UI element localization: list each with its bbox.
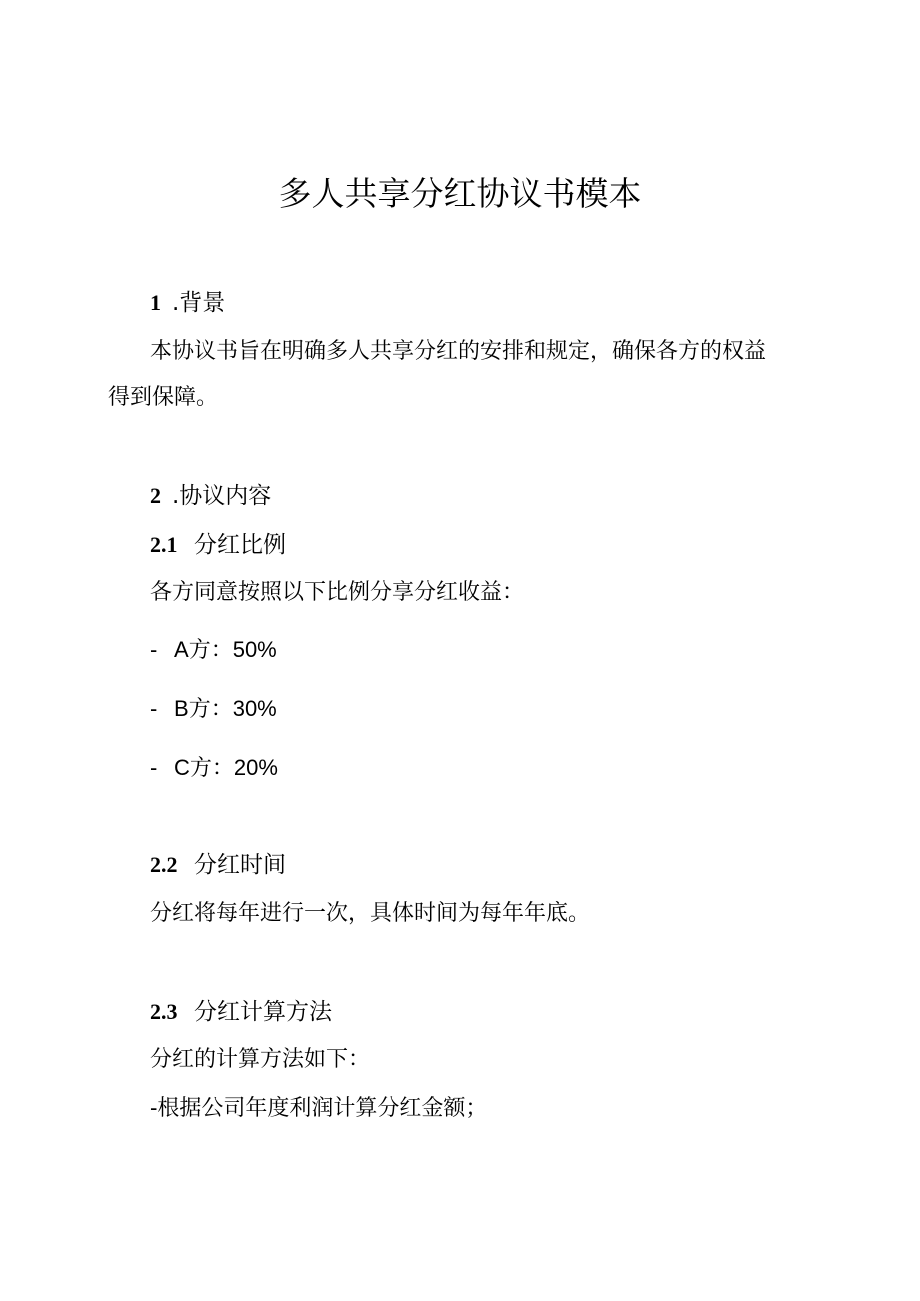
section-2-3-paragraph: 分红的计算方法如下： — [150, 1047, 371, 1072]
party-letter: C — [174, 755, 190, 780]
party-suffix: 方： — [188, 638, 233, 663]
ratio-item-a — [150, 634, 277, 667]
party-suffix: 方： — [189, 756, 234, 781]
ratio-item-c — [150, 752, 278, 785]
section-2-title: .协议内容 — [172, 483, 272, 509]
party-suffix: 方： — [188, 697, 233, 722]
section-1-paragraph-line-2: 得到保障。 — [108, 385, 219, 410]
party-letter: A — [174, 637, 189, 662]
section-2-heading — [150, 480, 271, 512]
ratio-item-b — [150, 693, 277, 726]
section-2-2-number: 2.2 — [150, 852, 178, 877]
list-dash: - — [150, 696, 158, 721]
section-1-title: .背景 — [172, 290, 226, 316]
ratio-percent: 50% — [232, 637, 277, 662]
section-2-2-title: 分红时间 — [194, 852, 286, 878]
document-title: 多人共享分红协议书模本 — [278, 174, 642, 213]
section-2-1-number: 2.1 — [150, 532, 178, 557]
section-2-number: 2 — [150, 483, 161, 508]
section-2-2-paragraph: 分红将每年进行一次，具体时间为每年年底。 — [150, 901, 591, 926]
section-2-1-title: 分红比例 — [194, 532, 286, 558]
list-dash: - — [150, 637, 158, 662]
list-dash: - — [150, 755, 158, 780]
ratio-percent: 20% — [233, 755, 278, 780]
section-2-3-heading — [150, 996, 332, 1028]
section-2-3-title: 分红计算方法 — [194, 999, 332, 1025]
party-letter: B — [174, 696, 189, 721]
section-2-1-intro: 各方同意按照以下比例分享分红收益： — [150, 580, 525, 605]
section-1-paragraph-line-1: 本协议书旨在明确多人共享分红的安排和规定，确保各方的权益 — [150, 339, 767, 364]
section-2-3-number: 2.3 — [150, 999, 178, 1024]
ratio-percent: 30% — [232, 696, 277, 721]
section-2-1-heading — [150, 529, 286, 561]
section-1-number: 1 — [150, 290, 161, 315]
section-1-heading — [150, 287, 225, 319]
section-2-3-list-item: -根据公司年度利润计算分红金额； — [150, 1096, 488, 1121]
section-2-2-heading — [150, 849, 286, 881]
